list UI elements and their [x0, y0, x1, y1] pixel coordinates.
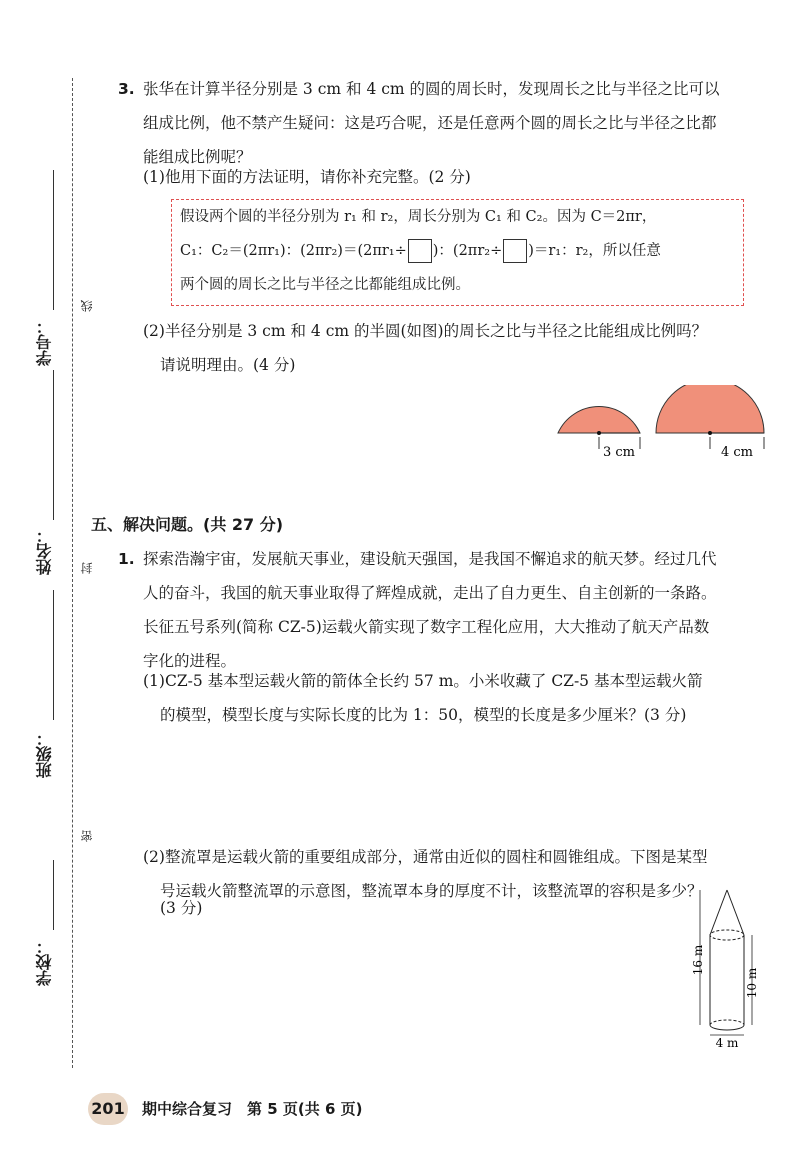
- school-label: 学校：: [35, 938, 54, 986]
- dim-16m: 16 m: [691, 944, 705, 976]
- fairing-figure: [690, 885, 770, 1055]
- label-4cm: 4 cm: [720, 445, 754, 460]
- s5-q1-line1: 探索浩瀚宇宙，发展航天事业，建设航天强国，是我国不懈追求的航天梦。经过几代: [143, 550, 717, 568]
- seal-mark-xian: 线: [80, 300, 94, 312]
- q3-stem-line1: 张华在计算半径分别是 3 cm 和 4 cm 的圆的周长时，发现周长之比与半径之比可以: [143, 80, 720, 98]
- s5-q1-line2: 人的奋斗，我国的航天事业取得了辉煌成就，走出了自力更生、自主创新的一条路。: [143, 584, 717, 602]
- proof-box: [171, 199, 744, 306]
- q3-part2-line1: (2)半径分别是 3 cm 和 4 cm 的半圆(如图)的周长之比与半径之比能组成比例吗？: [143, 322, 708, 340]
- proof-line2: [180, 234, 735, 268]
- s5-p2-line2: 号运载火箭整流罩的示意图，整流罩本身的厚度不计，该整流罩的容积是多少？: [160, 882, 703, 900]
- proof-line2-b: )：(2πr₂÷: [432, 243, 503, 259]
- section5-title: 五、解决问题。(共 27 分): [91, 515, 284, 534]
- s5-q1-line3: 长征五号系列(简称 CZ-5)运载火箭实现了数字工程化应用，大大推动了航天产品数: [143, 618, 710, 636]
- answer-blank-2[interactable]: [503, 239, 527, 263]
- seal-mark-mi: 密: [80, 830, 94, 842]
- proof-line2-a: C₁：C₂＝(2πr₁)：(2πr₂)＝(2πr₁÷: [180, 243, 407, 259]
- seal-mark-feng: 封: [80, 562, 94, 574]
- q3-stem-line2: 组成比例，他不禁产生疑问：这是巧合呢，还是任意两个圆的周长之比与半径之比都: [143, 114, 717, 132]
- proof-line2-c: )＝r₁：r₂，所以任意: [528, 243, 661, 259]
- q3-number: 3.: [118, 80, 135, 98]
- name-label: 姓名：: [35, 527, 54, 575]
- binding-dashed-line: [72, 78, 73, 1068]
- semicircles-figure: [550, 385, 770, 465]
- proof-line1: 假设两个圆的半径分别为 r₁ 和 r₂，周长分别为 C₁ 和 C₂。因为 C＝2πr，: [180, 209, 657, 225]
- s5-p1-line2: 的模型，模型长度与实际长度的比为 1：50，模型的长度是多少厘米？(3 分): [160, 706, 687, 724]
- proof-line3: 两个圆的周长之比与半径之比都能组成比例。: [180, 277, 470, 293]
- s5-p1-line1: (1)CZ-5 基本型运载火箭的箭体全长约 57 m。小米收藏了 CZ-5 基本型运载火箭: [143, 672, 703, 690]
- student-id-underline[interactable]: [53, 170, 54, 310]
- q3-stem-line3: 能组成比例呢？: [143, 148, 252, 166]
- school-underline[interactable]: [53, 860, 54, 930]
- answer-blank-1[interactable]: [408, 239, 432, 263]
- class-label: 班级：: [35, 730, 54, 778]
- s5-p2-line1: (2)整流罩是运载火箭的重要组成部分，通常由近似的圆柱和圆锥组成。下图是某型: [143, 848, 708, 866]
- semicircle-3cm: [558, 407, 640, 433]
- student-id-label: 学号：: [35, 318, 54, 366]
- class-underline[interactable]: [53, 590, 54, 720]
- dim-4m: 4 m: [715, 1036, 739, 1050]
- s5-q1-line4: 字化的进程。: [143, 652, 237, 670]
- dim-10m: 10 m: [745, 967, 759, 999]
- q3-part2-line2: 请说明理由。(4 分): [160, 356, 296, 374]
- label-3cm: 3 cm: [602, 445, 636, 460]
- footer-text: 期中综合复习 第 5 页(共 6 页): [142, 1100, 363, 1118]
- semicircle-4cm: [656, 385, 764, 433]
- s5-q1-number: 1.: [118, 550, 135, 568]
- s5-p2-line3: (3 分): [160, 899, 203, 917]
- page-number-badge: 201: [88, 1093, 128, 1125]
- q3-part1-prompt: (1)他用下面的方法证明，请你补充完整。(2 分): [143, 168, 471, 186]
- name-underline[interactable]: [53, 370, 54, 520]
